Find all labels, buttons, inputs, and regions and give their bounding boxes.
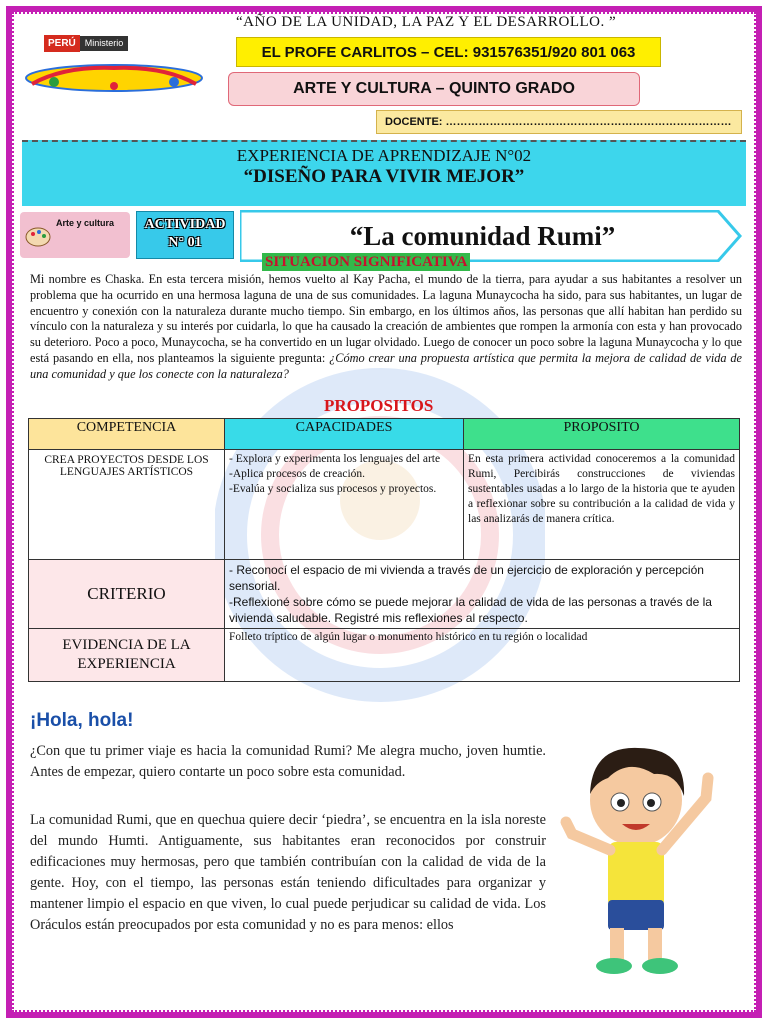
activity-number: N° 01 <box>168 235 202 250</box>
peru-label: PERÚ <box>44 35 80 52</box>
arte-cultura-label: Arte y cultura <box>56 218 115 228</box>
greeting-title: ¡Hola, hola! <box>30 710 134 731</box>
boy-illustration <box>558 738 728 982</box>
criterio-item: -Reflexioné sobre cómo se puede mejorar la calidad de vida de las personas a través de la vivienda saludable. Registré mis reflexiones al respecto. <box>229 595 712 625</box>
greeting-paragraph-2: La comunidad Rumi, que en quechua quiere decir ‘piedra’, se encuentra en la isla noreste del mundo Humti. Antiguamente, sus habitantes eran reconocidos por construir edificaciones muy hermosas, pero que también contribuían con la calidad de vida de la gente. Hoy, con el tiempo, las personas están teniendo dificultades para organizar y mantener limpio el espacio en que viven, lo cual puede perjudicar su calidad de vida. Los Oráculos están preocupados por esta comunidad y no es para menos: ellos <box>30 812 546 933</box>
greeting-paragraph-1: ¿Con que tu primer viaje es hacia la comunidad Rumi? Me alegra mucho, joven humtie. Antes de empezar, quiero contarte un poco sobre esta comunidad. <box>30 743 546 780</box>
capacidades-cell <box>225 450 464 560</box>
capacidad-item: - Explora y experimenta los lenguajes del arte <box>229 453 441 465</box>
situacion-question: ¿Cómo crear una propuesta artística que permita la mejora de calidad de vida de una comunidad y que los conecte con la naturaleza? <box>30 350 743 381</box>
palette-icon <box>24 226 52 248</box>
situacion-body: Mi nombre es Chaska. En esta tercera misión, hemos vuelto al Kay Pacha, el mundo de la tierra, para ayudar a sus habitantes a resolver un problema que ha ocurrido en una hermosa laguna de una de sus comunidades. La laguna Munaycocha ha sido, para sus habitantes, un lugar de encuentro y conexión con la naturaleza durante mucho tiempo. Sin embargo, en los últimos años, las personas que allí habitan han perdido su vínculo con la naturaleza y su interés por cuidarla, lo que ha causado la creación de ambientes que rompen la armonía con esta y han provocado su deterioro. Poco a poco, Munaycocha, se ha convertido en un lugar olvidado. Luego de conocer un poco sobre la laguna Munaycocha y lo que está pasando en ella, nos planteamos la siguiente pregunta: <box>30 272 742 365</box>
criterio-item: - Reconocí el espacio de mi vivienda a través de un ejercicio de exploración y percepción sensorial. <box>229 563 704 593</box>
capacidad-item: -Aplica procesos de creación. <box>229 468 366 480</box>
competencia-cell: CREA PROYECTOS DESDE LOS LENGUAJES ARTÍSTICOS <box>29 450 225 560</box>
expresarte-logo <box>24 58 204 92</box>
experience-title: “DISEÑO PARA VIVIR MEJOR” <box>243 166 525 187</box>
activity-badge <box>136 211 234 259</box>
ministerio-label: Ministerio <box>80 36 129 51</box>
criterio-cell <box>225 560 740 629</box>
competencia-header: COMPETENCIA <box>29 419 225 450</box>
experience-number: EXPERIENCIA DE APRENDIZAJE N°02 <box>236 146 532 165</box>
criterio-label: CRITERIO <box>29 560 225 629</box>
capacidades-header: CAPACIDADES <box>225 419 464 450</box>
situacion-text <box>30 272 742 383</box>
activity-label: ACTIVIDAD <box>144 217 226 232</box>
arte-cultura-tag <box>20 212 130 258</box>
proposito-header: PROPOSITO <box>464 419 740 450</box>
docente-field: DOCENTE: …………………………………………………………………… <box>376 110 742 134</box>
evidencia-label: EVIDENCIA DE LA EXPERIENCIA <box>29 629 225 682</box>
propositos-table <box>28 418 740 682</box>
propositos-heading: PROPOSITOS <box>324 396 434 415</box>
capacidad-item: -Evalúa y socializa sus procesos y proyectos. <box>229 483 437 495</box>
course-title: ARTE Y CULTURA – QUINTO GRADO <box>228 72 640 106</box>
situacion-heading: SITUACION SIGNIFICATIVA <box>262 253 470 271</box>
proposito-cell: En esta primera actividad conoceremos a la comunidad Rumi, Percibirás construcciones de viviendas sustentables usadas a lo largo de la historia que te ayuden a reflexionar sobre su contribución a la calidad de vida y las analizarás de manera crítica. <box>464 450 740 560</box>
evidencia-cell: Folleto tríptico de algún lugar o monumento histórico en tu región o localidad <box>225 629 740 682</box>
experience-banner <box>22 140 746 206</box>
teacher-contact: EL PROFE CARLITOS – CEL: 931576351/920 801 063 <box>236 37 661 67</box>
year-motto: “AÑO DE LA UNIDAD, LA PAZ Y EL DESARROLLO. ” <box>236 14 617 30</box>
activity-title: “La comunidad Rumi” <box>349 220 616 251</box>
